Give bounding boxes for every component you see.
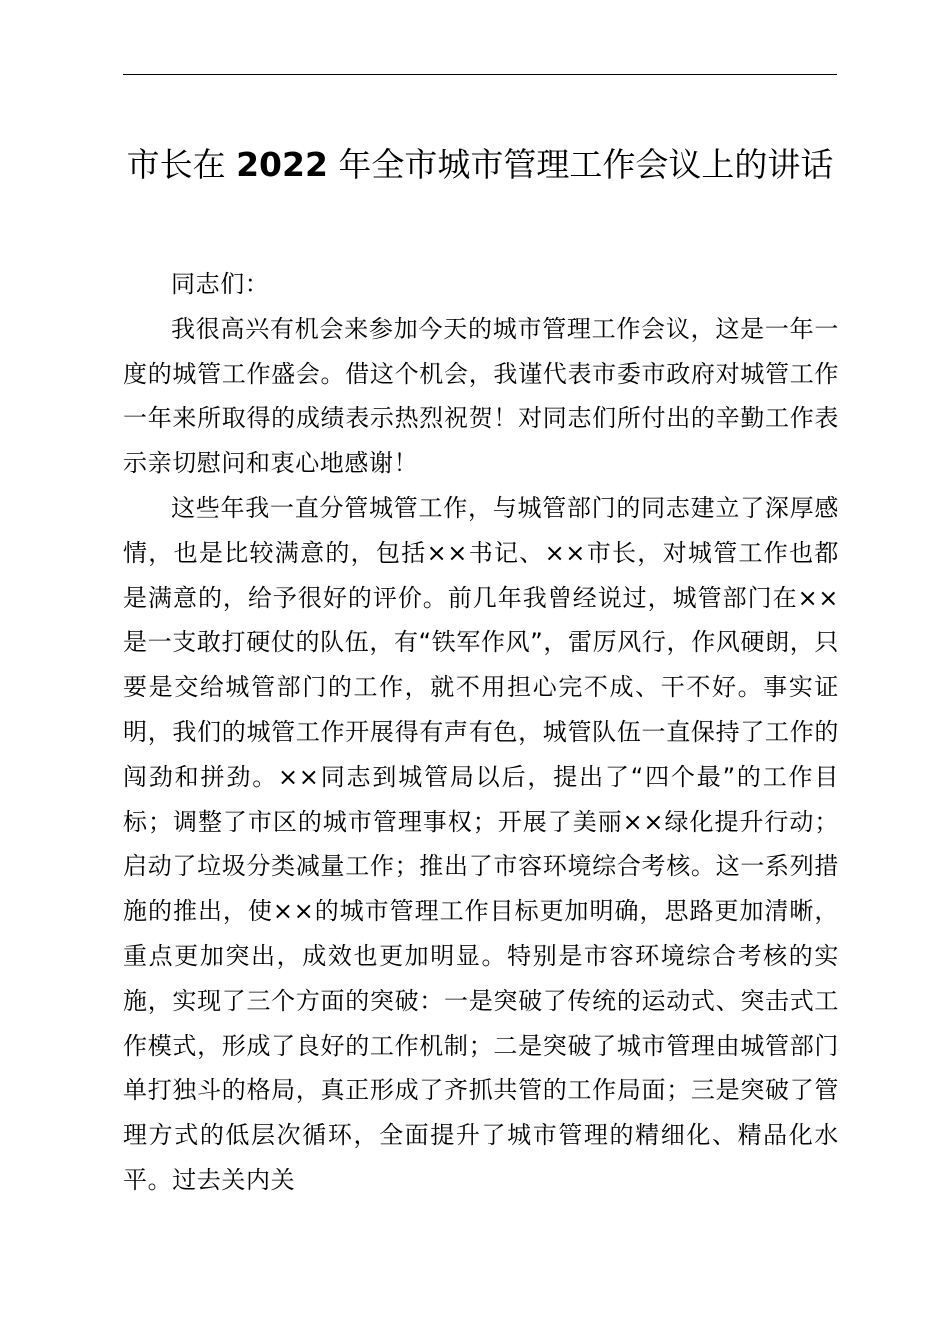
title-year: 2022 [236, 145, 328, 184]
document-body [123, 262, 839, 1203]
title-prefix: 市长在 [126, 145, 237, 184]
document-title [118, 140, 842, 190]
salutation: 同志们： [171, 270, 270, 298]
paragraph: 我很高兴有机会来参加今天的城市管理工作会议，这是一年一度的城管工作盛会。借这个机会，我谨代表市委市政府对城管工作一年来所取得的成绩表示热烈祝贺！对同志们所付出的辛勤工作表示亲切慰问和衷心地感谢！ [123, 314, 839, 478]
header-rule [123, 74, 837, 75]
paragraph: 这些年我一直分管城管工作，与城管部门的同志建立了深厚感情，也是比较满意的，包括××书记、××市长，对城管工作也都是满意的，给予很好的评价。前几年我曾经说过，城管部门在××是一支敢打硬仗的队伍，有“铁军作风”，雷厉风行，作风硬朗，只要是交给城管部门的工作，就不用担心完不成、干不好。事实证明，我们的城管工作开展得有声有色，城管队伍一直保持了工作的闯劲和拼劲。××同志到城管局以后，提出了“四个最”的工作目标；调整了市区的城市管理事权；开展了美丽××绿化提升行动；启动了垃圾分类减量工作；推出了市容环境综合考核。这一系列措施的推出，使××的城市管理工作目标更加明确，思路更加清晰，重点更加突出，成效也更加明显。特别是市容环境综合考核的实施，实现了三个方面的突破：一是突破了传统的运动式、突击式工作模式，形成了良好的工作机制；二是突破了城市管理由城管部门单打独斗的格局，真正形成了齐抓共管的工作局面；三是突破了管理方式的低层次循环，全面提升了城市管理的精细化、精品化水平。过去关内关 [123, 493, 839, 1194]
title-suffix: 年全市城市管理工作会议上的讲话 [327, 145, 834, 184]
